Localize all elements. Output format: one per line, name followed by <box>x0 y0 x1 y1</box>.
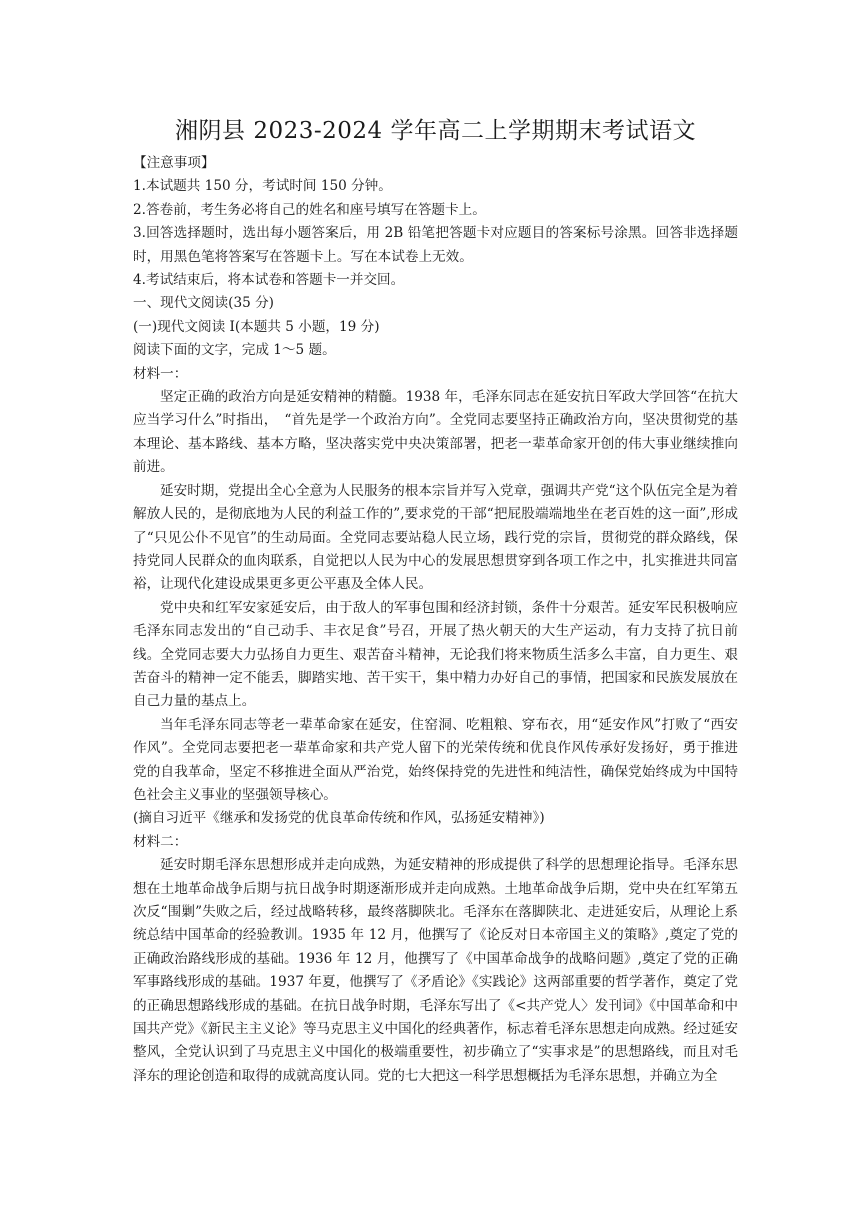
material-2-label: 材料二： <box>133 833 188 850</box>
material-1-paragraph: 当年毛泽东同志等老一辈革命家在延安，住窑洞、吃粗粮、穿布衣，用“延安作风”打败了“西安作风”。全党同志要把老一辈革命家和共产党人留下的光荣传统和优良作风传承好发扬好，勇于推进党的自我革命，坚定不移推进全面从严治党，始终保持党的先进性和纯洁性，确保党始终成为中国特色社会主义事业的坚强领导核心。 <box>133 716 738 803</box>
material-1-paragraph: 延安时期，党提出全心全意为人民服务的根本宗旨并写入党章，强调共产党“这个队伍完全是为着解放人民的，是彻底地为人民的利益工作的”,要求党的干部“把屁股端端地坐在老百姓的这一面”,形成了“只见公仆不见官”的生动局面。全党同志要站稳人民立场，践行党的宗旨，贯彻党的群众路线，保持党同人民群众的血肉联系，自觉把以人民为中心的发展思想贯穿到各项工作之中，扎实推进共同富裕，让现代化建设成果更多更公平惠及全体人民。 <box>133 482 738 593</box>
notice-heading: 【注意事项】 <box>133 155 215 171</box>
material-1-label: 材料一： <box>133 365 188 382</box>
material-1-paragraph: 坚定正确的政治方向是延安精神的精髓。1938 年，毛泽东同志在延安抗日军政大学回答“在抗大应当学习什么”时指出， “首先是学一个政治方向”。全党同志要坚持正确政治方向，坚决贯彻党的基本理论、基本路线、基本方略，坚决落实党中央决策部署，把老一辈革命家开创的伟大事业继续推向前进。 <box>133 389 738 476</box>
section-heading: 一、现代文阅读(35 分) <box>133 295 274 312</box>
notice-item-3: 3.回答选择题时，选出每小题答案后，用 2B 铅笔把答题卡对应题目的答案标号涂黑。回答非选择题时，用黑色笔将答案写在答题卡上。写在本试卷上无效。 <box>133 225 738 265</box>
notice-item-4: 4.考试结束后，将本试卷和答题卡一并交回。 <box>133 272 405 289</box>
reading-instruction: 阅读下面的文字，完成 1～5 题。 <box>133 342 336 359</box>
subsection-heading: (一)现代文阅读 I(本题共 5 小题，19 分) <box>133 318 380 335</box>
notice-item-1: 1.本试题共 150 分，考试时间 150 分钟。 <box>133 178 392 195</box>
notice-item-2: 2.答卷前，考生务必将自己的姓名和座号填写在答题卡上。 <box>133 201 486 218</box>
material-1-paragraph: 党中央和红军安家延安后，由于敌人的军事包围和经济封锁，条件十分艰苦。延安军民积极响应毛泽东同志发出的“自己动手、丰衣足食”号召，开展了热火朝天的大生产运动，有力支持了抗日前线。全党同志要大力弘扬自力更生、艰苦奋斗精神，无论我们将来物质生活多么丰富，自力更生、艰苦奋斗的精神一定不能丢，脚踏实地、苦干实干，集中精力办好自己的事情，把国家和民族发展放在自己力量的基点上。 <box>133 599 738 710</box>
document-title: 湘阴县 2023-2024 学年高二上学期期末考试语文 <box>175 118 696 144</box>
material-2-paragraph: 延安时期毛泽东思想形成并走向成熟，为延安精神的形成提供了科学的思想理论指导。毛泽东思想在土地革命战争后期与抗日战争时期逐渐形成并走向成熟。土地革命战争后期，党中央在红军第五次反“围剿”失败之后，经过战略转移，最终落脚陕北。毛泽东在落脚陕北、走进延安后，从理论上系统总结中国革命的经验教训。1935 年 12 月，他撰写了《论反对日本帝国主义的策略》,奠定了党的正确政治路线形成的基础。1936 年 12 月，他撰写了《中国革命战争的战略问题》,奠定了党的正确军事路线形成的基础。1937 年夏，他撰写了《矛盾论》《实践论》这两部重要的哲学著作，奠定了党的正确思想路线形成的基础。在抗日战争时期，毛泽东写出了《<共产党人〉发刊词》《中国革命和中国共产党》《新民主主义论》等马克思主义中国化的经典著作，标志着毛泽东思想走向成熟。经过延安整风，全党认识到了马克思主义中国化的极端重要性，初步确立了“实事求是”的思想路线，而且对毛泽东的理论创造和取得的成就高度认同。党的七大把这一科学思想概括为毛泽东思想，并确立为全 <box>133 857 738 1084</box>
material-1-source: (摘自习近平《继承和发扬党的优良革命传统和作风，弘扬延安精神》) <box>133 810 545 827</box>
